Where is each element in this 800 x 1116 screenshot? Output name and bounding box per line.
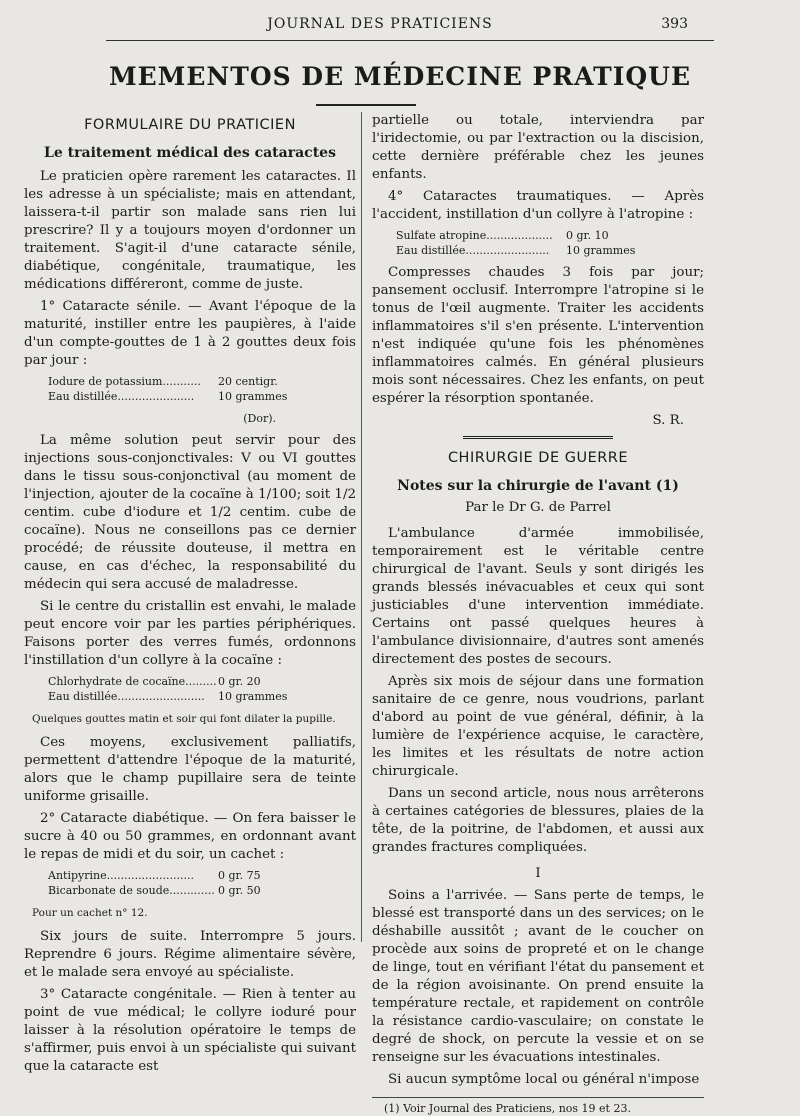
article-title-chirurgie-avant: Notes sur la chirurgie de l'avant (1) (397, 478, 679, 494)
paragraph-cataracte-senile: 1° Cataracte sénile. — Avant l'époque de la maturité, instiller entre les paupières, à l'aide d'un compte-gouttes de 1 à 2 gouttes deux fois par jour : (24, 299, 356, 368)
journal-title: JOURNAL DES PRATICIENS (267, 16, 493, 32)
paragraph: Compresses chaudes 3 fois par jour; pansement occlusif. Interrompre l'atropine si le tonus de l'œil augmente. Traiter les accidents inflammatoires s'il s'en présente. L'intervention n'est indiquée qu'une fois les phénomènes inflammatoires calmés. En général plusieurs mois sont nécessaires. Chez les enfants, on peut espérer la résorption spontanée. (372, 265, 704, 406)
prescription-iodure (48, 374, 356, 404)
page-number: 393 (661, 16, 688, 32)
prescription-atropine (396, 228, 704, 258)
prescription-row: Antipyrine......................... 0 gr. 75 (48, 869, 261, 882)
prescription-cocaine (48, 674, 356, 704)
paragraph: partielle ou totale, interviendra par l'iridectomie, ou par l'extraction ou la discision, cette dernière préférable chez les jeunes enfants. (372, 113, 704, 182)
page-title: MEMENTOS DE MÉDECINE PRATIQUE (108, 62, 692, 91)
article-signature: S. R. (652, 413, 684, 428)
paragraph: Six jours de suite. Interrompre 5 jours. Reprendre 6 jours. Régime alimentaire sévère, et le malade sera envoyé au spécialiste. (24, 929, 356, 980)
section-separator (463, 436, 613, 439)
paragraph-cataractes-traumatiques: 4° Cataractes traumatiques. — Après l'accident, instillation d'un collyre à l'atropine : (372, 189, 704, 222)
prescription-row: Iodure de potassium........... 20 centigr. (48, 375, 278, 388)
prescription-row: Chlorhydrate de cocaïne......... 0 gr. 20 (48, 675, 261, 688)
paragraph-cataracte-congenitale: 3° Cataracte congénitale. — Rien à tenter au point de vue médical; le collyre ioduré pour laisser à la résolution opératoire le temps de s'affirmer, puis envoi à un spécialiste qui suivant que la cataracte est (24, 987, 356, 1074)
running-header (0, 16, 800, 38)
prescription-note: Pour un cachet n° 12. (32, 907, 148, 919)
left-column (24, 112, 356, 1080)
paragraph: Si le centre du cristallin est envahi, le malade peut encore voir par les parties périphériques. Faisons porter des verres fumés, ordonnons l'instillation d'un collyre à la cocaïne : (24, 599, 356, 668)
article-title-cataractes: Le traitement médical des cataractes (44, 145, 336, 161)
prescription-row: Eau distillée...................... 10 grammes (48, 390, 288, 403)
title-rule (316, 104, 416, 106)
footnote-rule (372, 1097, 704, 1098)
paragraph-cataracte-diabetique: 2° Cataracte diabétique. — On fera baisser le sucre à 40 ou 50 grammes, en ordonnant avant le repas de midi et du soir, un cachet : (24, 811, 356, 862)
paragraph: Ces moyens, exclusivement palliatifs, permettent d'attendre l'époque de la maturité, alors que le champ pupillaire sera de teinte uniforme grisaille. (24, 735, 356, 804)
paragraph: Le praticien opère rarement les cataractes. Il les adresse à un spécialiste; mais en attendant, laissera-t-il partir son malade sans rien lui prescrire? Il y a toujours moyen d'ordonner un traitement. S'agit-il d'une cataracte sénile, diabétique, congénitale, traumatique, les médications différeront, comme de juste. (24, 169, 356, 292)
paragraph: La même solution peut servir pour des injections sous-conjonctivales: V ou VI gouttes dans le tissu sous-conjonctival (au moment de l'injection, ajouter de la cocaïne à 1/100; soit 1/2 centim. cube d'iodure et 1/2 centim. cube de cocaïne). Nous ne conseillons pas ce dernier procédé; de réussite douteuse, il mettra en cause, en cas d'échec, la responsabilité du médecin qui sera accusé de maladresse. (24, 433, 356, 592)
article-byline: Par le Dr G. de Parrel (465, 500, 611, 515)
paragraph: Après six mois de séjour dans une formation sanitaire de ce genre, nous voudrions, parlant d'abord au point de vue général, définir, à la lumière de l'expérience acquise, le caractère, les limites et les résultats de notre action chirurgicale. (372, 674, 704, 779)
prescription-author: (Dor). (243, 412, 276, 425)
prescription-antipyrine (48, 868, 356, 898)
paragraph: Si aucun symptôme local ou général n'impose (388, 1072, 700, 1087)
section-heading-formulaire: FORMULAIRE DU PRATICIEN (84, 117, 296, 133)
paragraph: L'ambulance d'armée immobilisée, temporairement est le véritable centre chirurgical de l'avant. Seuls y sont dirigés les grands blessés inévacuables et ceux qui sont justiciables d'une intervention immédiate. Certains ont passé quelques heures à l'ambulance divisionnaire, d'autres sont amenés directement des postes de secours. (372, 526, 704, 667)
prescription-row: Eau distillée........................ 10 grammes (396, 244, 636, 257)
prescription-row: Eau distillée......................... 10 grammes (48, 690, 288, 703)
section-heading-chirurgie: CHIRURGIE DE GUERRE (447, 450, 629, 466)
paragraph-soins-arrivee: Soins a l'arrivée. — Sans perte de temps, le blessé est transporté dans un des services; on le déshabille aussitôt ; avant de le coucher on procède aux soins de propreté et on le change de linge, tout en vérifiant l'état du pansement et de la région avoisinante. On prend ensuite la température rectale, et rapidement on contrôle la résistance cardio-vasculaire; on constate le degré de shock, on percute la vessie et on se renseigne sur les évacuations intestinales. (372, 888, 704, 1065)
column-divider (361, 112, 362, 942)
right-column (372, 112, 704, 1116)
header-rule (106, 40, 714, 41)
section-number: I (535, 866, 541, 881)
prescription-row: Bicarbonate de soude............. 0 gr. 50 (48, 884, 261, 897)
paragraph: Dans un second article, nous nous arrêterons à certaines catégories de blessures, plaies de la tête, de la poitrine, de l'abdomen, et aussi aux grandes fractures compliquées. (372, 786, 704, 855)
prescription-row: Sulfate atropine................... 0 gr. 10 (396, 229, 609, 242)
prescription-note: Quelques gouttes matin et soir qui font dilater la pupille. (32, 713, 336, 725)
footnote: (1) Voir Journal des Praticiens, nos 19 et 23. (384, 1102, 631, 1115)
